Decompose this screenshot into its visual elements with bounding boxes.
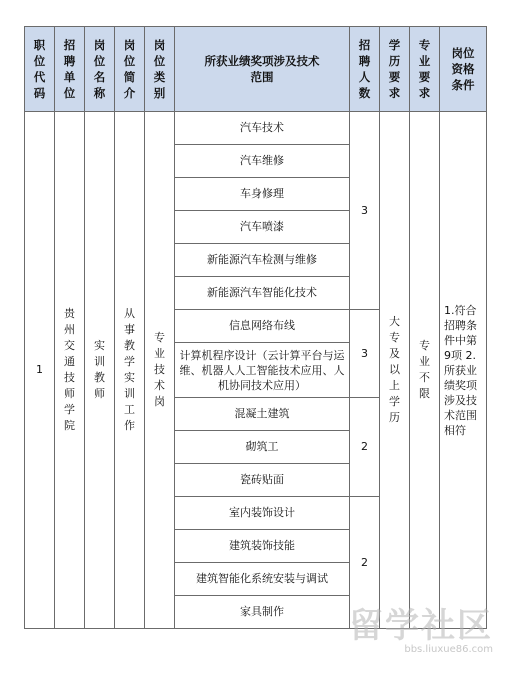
cell-major: 专业不限 — [410, 112, 440, 629]
scope-item: 信息网络布线 — [175, 310, 350, 343]
header-row — [25, 27, 487, 112]
watermark-title: 留学社区 — [349, 606, 493, 646]
header-post-intro: 岗位简介 — [115, 27, 145, 112]
table-row — [25, 112, 487, 145]
cell-qualification: 1.符合招聘条件中第9项 2.所获业绩奖项涉及技术范围相符 — [440, 112, 487, 629]
cell-count: 3 — [350, 112, 380, 310]
scope-item: 汽车维修 — [175, 145, 350, 178]
scope-item: 混凝土建筑 — [175, 398, 350, 431]
scope-item: 瓷砖贴面 — [175, 464, 350, 497]
cell-count: 2 — [350, 398, 380, 497]
recruitment-table — [24, 26, 487, 629]
scope-item: 家具制作 — [175, 596, 350, 629]
cell-unit: 贵州交通技师学院 — [55, 112, 85, 629]
cell-code: 1 — [25, 112, 55, 629]
header-major: 专业要求 — [410, 27, 440, 112]
cell-post-name: 实训教师 — [85, 112, 115, 629]
watermark-url: bbs.liuxue86.com — [404, 644, 493, 655]
cell-count: 2 — [350, 497, 380, 629]
header-education: 学历要求 — [380, 27, 410, 112]
scope-item: 汽车喷漆 — [175, 211, 350, 244]
header-scope: 所获业绩奖项涉及技术范围 — [175, 27, 350, 112]
cell-count: 3 — [350, 310, 380, 398]
header-unit: 招聘单位 — [55, 27, 85, 112]
scope-item: 砌筑工 — [175, 431, 350, 464]
cell-education: 大专及以上学历 — [380, 112, 410, 629]
scope-item: 汽车技术 — [175, 112, 350, 145]
scope-item: 车身修理 — [175, 178, 350, 211]
scope-item: 建筑智能化系统安装与调试 — [175, 563, 350, 596]
cell-post-type: 专业技术岗 — [145, 112, 175, 629]
cell-post-intro: 从事教学实训工作 — [115, 112, 145, 629]
header-post-type: 岗位类别 — [145, 27, 175, 112]
header-code: 职位代码 — [25, 27, 55, 112]
scope-item: 新能源汽车智能化技术 — [175, 277, 350, 310]
scope-item: 室内装饰设计 — [175, 497, 350, 530]
header-count: 招聘人数 — [350, 27, 380, 112]
watermark — [349, 608, 493, 656]
scope-item: 新能源汽车检测与维修 — [175, 244, 350, 277]
scope-item: 计算机程序设计（云计算平台与运维、机器人人工智能技术应用、人机协同技术应用） — [175, 343, 350, 398]
header-post-name: 岗位名称 — [85, 27, 115, 112]
header-qualification: 岗位资格条件 — [440, 27, 487, 112]
scope-item: 建筑装饰技能 — [175, 530, 350, 563]
